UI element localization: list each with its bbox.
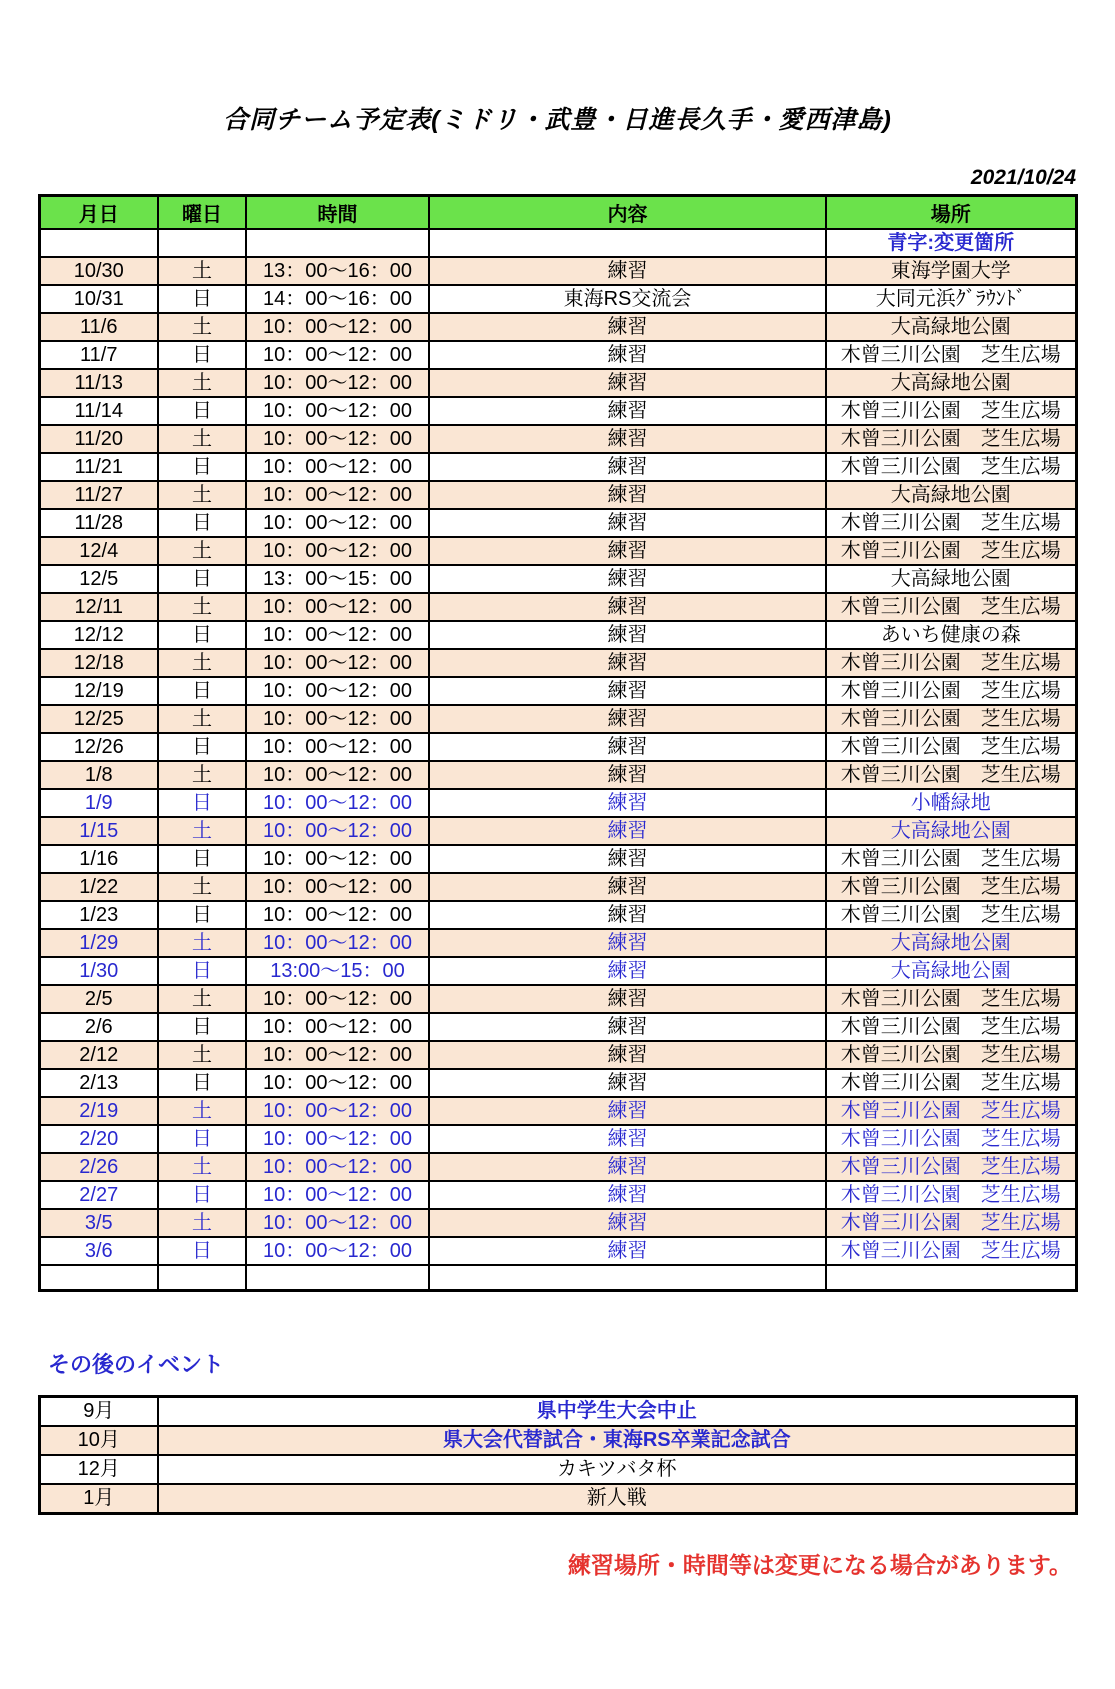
schedule-row	[39, 761, 1076, 789]
cell-place: 大高緑地公園	[826, 817, 1076, 845]
cell-place: 木曾三川公園 芝生広場	[826, 397, 1076, 425]
cell-date: 11/20	[39, 425, 158, 453]
cell-content: 練習	[429, 1209, 826, 1237]
schedule-row	[39, 341, 1076, 369]
cell-date: 10/31	[39, 285, 158, 313]
cell-day: 日	[158, 1069, 246, 1097]
cell-place: 大高緑地公園	[826, 369, 1076, 397]
cell-time: 10：00～12：00	[246, 425, 429, 453]
cell-content: 練習	[429, 677, 826, 705]
cell-event: カキツバタ杯	[158, 1455, 1076, 1484]
schedule-row	[39, 845, 1076, 873]
cell-content: 練習	[429, 369, 826, 397]
cell-time: 10：00～12：00	[246, 705, 429, 733]
cell-time: 10：00～12：00	[246, 1209, 429, 1237]
cell-day: 土	[158, 817, 246, 845]
cell-day: 土	[158, 985, 246, 1013]
cell-day: 土	[158, 1153, 246, 1181]
cell-place: 木曾三川公園 芝生広場	[826, 509, 1076, 537]
empty-row	[39, 1265, 1076, 1291]
schedule-row	[39, 285, 1076, 313]
schedule-row	[39, 1209, 1076, 1237]
schedule-row	[39, 817, 1076, 845]
event-row	[39, 1426, 1076, 1455]
cell-time: 13:00～15：00	[246, 957, 429, 985]
col-header-time: 時間	[246, 196, 429, 229]
cell-content: 練習	[429, 257, 826, 285]
schedule-row	[39, 649, 1076, 677]
cell-month: 10月	[39, 1426, 158, 1455]
schedule-row	[39, 985, 1076, 1013]
cell-content: 練習	[429, 761, 826, 789]
cell-day: 土	[158, 1209, 246, 1237]
cell-time: 10：00～12：00	[246, 313, 429, 341]
cell-day: 土	[158, 593, 246, 621]
cell-day: 日	[158, 621, 246, 649]
cell-time: 10：00～12：00	[246, 985, 429, 1013]
cell-day: 土	[158, 369, 246, 397]
cell-date: 2/27	[39, 1181, 158, 1209]
cell-content: 練習	[429, 649, 826, 677]
schedule-row	[39, 789, 1076, 817]
cell-day: 土	[158, 537, 246, 565]
schedule-row	[39, 509, 1076, 537]
cell-content: 練習	[429, 845, 826, 873]
cell-time: 10：00～12：00	[246, 593, 429, 621]
note-cell-legend: 青字:変更箇所	[826, 229, 1076, 257]
cell-place: 木曾三川公園 芝生広場	[826, 341, 1076, 369]
cell-day: 日	[158, 509, 246, 537]
cell-time: 10：00～12：00	[246, 369, 429, 397]
cell-day: 土	[158, 481, 246, 509]
schedule-row	[39, 537, 1076, 565]
cell-time: 10：00～12：00	[246, 1237, 429, 1265]
cell-day: 日	[158, 845, 246, 873]
schedule-row	[39, 1125, 1076, 1153]
cell-time: 10：00～12：00	[246, 929, 429, 957]
cell-content: 練習	[429, 1041, 826, 1069]
cell-date: 2/19	[39, 1097, 158, 1125]
cell-date: 1/15	[39, 817, 158, 845]
cell-time: 10：00～12：00	[246, 621, 429, 649]
cell-day: 日	[158, 285, 246, 313]
cell-day: 日	[158, 957, 246, 985]
cell-date: 11/7	[39, 341, 158, 369]
cell-day: 土	[158, 1041, 246, 1069]
cell-place: 木曾三川公園 芝生広場	[826, 1125, 1076, 1153]
cell-place: 木曾三川公園 芝生広場	[826, 873, 1076, 901]
cell-day: 土	[158, 705, 246, 733]
cell-date: 12/26	[39, 733, 158, 761]
schedule-row	[39, 929, 1076, 957]
cell-month: 9月	[39, 1397, 158, 1427]
cell-day: 土	[158, 929, 246, 957]
cell-date: 11/28	[39, 509, 158, 537]
cell-day: 土	[158, 257, 246, 285]
cell-date: 1/16	[39, 845, 158, 873]
cell-time: 10：00～12：00	[246, 789, 429, 817]
cell-time: 10：00～12：00	[246, 817, 429, 845]
schedule-row	[39, 257, 1076, 285]
note-row	[39, 229, 1076, 257]
schedule-row	[39, 1181, 1076, 1209]
cell-date: 1/30	[39, 957, 158, 985]
schedule-row	[39, 453, 1076, 481]
cell-content: 東海RS交流会	[429, 285, 826, 313]
cell-date: 3/6	[39, 1237, 158, 1265]
cell-date: 1/29	[39, 929, 158, 957]
cell-time: 10：00～12：00	[246, 901, 429, 929]
cell-content: 練習	[429, 957, 826, 985]
cell-place: 木曾三川公園 芝生広場	[826, 705, 1076, 733]
cell-date: 12/19	[39, 677, 158, 705]
cell-date: 11/14	[39, 397, 158, 425]
cell-date: 12/11	[39, 593, 158, 621]
schedule-row	[39, 1237, 1076, 1265]
cell-content: 練習	[429, 313, 826, 341]
empty-cell-day	[158, 229, 246, 257]
cell-time: 10：00～12：00	[246, 1013, 429, 1041]
col-header-day: 曜日	[158, 196, 246, 229]
cell-content: 練習	[429, 1153, 826, 1181]
cell-date	[39, 1265, 158, 1291]
schedule-row	[39, 957, 1076, 985]
cell-time: 10：00～12：00	[246, 733, 429, 761]
cell-time: 10：00～12：00	[246, 509, 429, 537]
cell-time: 10：00～12：00	[246, 873, 429, 901]
cell-time: 10：00～12：00	[246, 481, 429, 509]
cell-date: 2/13	[39, 1069, 158, 1097]
cell-content: 練習	[429, 985, 826, 1013]
schedule-row	[39, 1097, 1076, 1125]
cell-date: 12/25	[39, 705, 158, 733]
cell-time: 10：00～12：00	[246, 1125, 429, 1153]
cell-time: 10：00～12：00	[246, 341, 429, 369]
cell-day: 日	[158, 565, 246, 593]
cell-content: 練習	[429, 453, 826, 481]
cell-time: 10：00～12：00	[246, 649, 429, 677]
cell-event: 県中学生大会中止	[158, 1397, 1076, 1427]
cell-place: 大高緑地公園	[826, 565, 1076, 593]
schedule-row	[39, 481, 1076, 509]
schedule-row	[39, 901, 1076, 929]
cell-content: 練習	[429, 1181, 826, 1209]
schedule-row	[39, 705, 1076, 733]
cell-day: 日	[158, 1237, 246, 1265]
cell-place: 木曾三川公園 芝生広場	[826, 845, 1076, 873]
col-header-place: 場所	[826, 196, 1076, 229]
cell-month: 12月	[39, 1455, 158, 1484]
cell-content: 練習	[429, 509, 826, 537]
cell-place: 木曾三川公園 芝生広場	[826, 761, 1076, 789]
cell-time: 10：00～12：00	[246, 453, 429, 481]
cell-content: 練習	[429, 873, 826, 901]
cell-place: 木曾三川公園 芝生広場	[826, 1209, 1076, 1237]
cell-date: 2/12	[39, 1041, 158, 1069]
cell-time: 10：00～12：00	[246, 1069, 429, 1097]
cell-date: 1/23	[39, 901, 158, 929]
cell-date: 2/5	[39, 985, 158, 1013]
cell-time: 10：00～12：00	[246, 1041, 429, 1069]
cell-date: 3/5	[39, 1209, 158, 1237]
cell-content: 練習	[429, 1125, 826, 1153]
cell-date: 11/27	[39, 481, 158, 509]
empty-cell-time	[246, 229, 429, 257]
col-header-date: 月日	[39, 196, 158, 229]
cell-place: 木曾三川公園 芝生広場	[826, 733, 1076, 761]
cell-date: 12/5	[39, 565, 158, 593]
page-title: 合同チーム予定表(ミドリ・武豊・日進長久手・愛西津島)	[223, 106, 892, 134]
cell-event: 県大会代替試合・東海RS卒業記念試合	[158, 1426, 1076, 1455]
schedule-row	[39, 1069, 1076, 1097]
cell-content: 練習	[429, 397, 826, 425]
cell-date: 11/21	[39, 453, 158, 481]
cell-date: 12/4	[39, 537, 158, 565]
cell-time: 10：00～12：00	[246, 537, 429, 565]
cell-time: 10：00～12：00	[246, 1153, 429, 1181]
cell-content: 練習	[429, 817, 826, 845]
cell-time: 10：00～12：00	[246, 845, 429, 873]
cell-date: 10/30	[39, 257, 158, 285]
cell-content: 練習	[429, 593, 826, 621]
cell-place: 木曾三川公園 芝生広場	[826, 1181, 1076, 1209]
cell-date: 2/26	[39, 1153, 158, 1181]
schedule-row	[39, 425, 1076, 453]
cell-place: 木曾三川公園 芝生広場	[826, 1069, 1076, 1097]
cell-day: 土	[158, 873, 246, 901]
cell-day: 日	[158, 677, 246, 705]
cell-place: 木曾三川公園 芝生広場	[826, 453, 1076, 481]
schedule-row	[39, 733, 1076, 761]
cell-content: 練習	[429, 1097, 826, 1125]
schedule-table	[38, 194, 1078, 1292]
cell-time: 13：00～15：00	[246, 565, 429, 593]
cell-place: 木曾三川公園 芝生広場	[826, 901, 1076, 929]
schedule-header-row	[39, 196, 1076, 229]
events-heading: その後のイベント	[48, 1352, 225, 1377]
cell-day: 日	[158, 1013, 246, 1041]
cell-day: 土	[158, 649, 246, 677]
schedule-row	[39, 621, 1076, 649]
cell-place: 木曾三川公園 芝生広場	[826, 537, 1076, 565]
cell-time: 13：00～16：00	[246, 257, 429, 285]
cell-content: 練習	[429, 705, 826, 733]
cell-content: 練習	[429, 565, 826, 593]
cell-day	[158, 1265, 246, 1291]
cell-date: 11/13	[39, 369, 158, 397]
cell-place: 木曾三川公園 芝生広場	[826, 677, 1076, 705]
cell-date: 2/6	[39, 1013, 158, 1041]
cell-day: 日	[158, 733, 246, 761]
cell-date: 1/8	[39, 761, 158, 789]
cell-date: 1/22	[39, 873, 158, 901]
cell-day: 日	[158, 789, 246, 817]
cell-place: 木曾三川公園 芝生広場	[826, 425, 1076, 453]
cell-date: 1/9	[39, 789, 158, 817]
cell-day: 日	[158, 397, 246, 425]
cell-content: 練習	[429, 1069, 826, 1097]
cell-date: 2/20	[39, 1125, 158, 1153]
schedule-row	[39, 873, 1076, 901]
schedule-row	[39, 313, 1076, 341]
cell-content: 練習	[429, 341, 826, 369]
cell-content: 練習	[429, 537, 826, 565]
footer-note: 練習場所・時間等は変更になる場合があります。	[567, 1552, 1072, 1578]
cell-place: 木曾三川公園 芝生広場	[826, 1041, 1076, 1069]
cell-day: 日	[158, 341, 246, 369]
cell-time: 10：00～12：00	[246, 677, 429, 705]
cell-place: 木曾三川公園 芝生広場	[826, 1153, 1076, 1181]
events-table	[38, 1395, 1078, 1515]
event-row	[39, 1397, 1076, 1427]
schedule-row	[39, 1013, 1076, 1041]
cell-time	[246, 1265, 429, 1291]
cell-content: 練習	[429, 1237, 826, 1265]
empty-cell-date	[39, 229, 158, 257]
cell-place: 木曾三川公園 芝生広場	[826, 593, 1076, 621]
cell-month: 1月	[39, 1484, 158, 1514]
cell-time: 10：00～12：00	[246, 761, 429, 789]
cell-event: 新人戦	[158, 1484, 1076, 1514]
cell-content: 練習	[429, 425, 826, 453]
schedule-row	[39, 1153, 1076, 1181]
cell-content: 練習	[429, 901, 826, 929]
schedule-row	[39, 677, 1076, 705]
cell-time: 10：00～12：00	[246, 1097, 429, 1125]
cell-date: 11/6	[39, 313, 158, 341]
cell-time: 10：00～12：00	[246, 1181, 429, 1209]
cell-day: 土	[158, 761, 246, 789]
cell-time: 14：00～16：00	[246, 285, 429, 313]
schedule-row	[39, 369, 1076, 397]
cell-content: 練習	[429, 481, 826, 509]
cell-date: 12/18	[39, 649, 158, 677]
cell-day: 土	[158, 313, 246, 341]
cell-place: 木曾三川公園 芝生広場	[826, 985, 1076, 1013]
cell-date: 12/12	[39, 621, 158, 649]
cell-place: 大高緑地公園	[826, 481, 1076, 509]
cell-content: 練習	[429, 1013, 826, 1041]
cell-content: 練習	[429, 733, 826, 761]
cell-content: 練習	[429, 621, 826, 649]
cell-day: 土	[158, 1097, 246, 1125]
cell-day: 日	[158, 1181, 246, 1209]
cell-place: 木曾三川公園 芝生広場	[826, 1097, 1076, 1125]
cell-place: 木曾三川公園 芝生広場	[826, 1013, 1076, 1041]
revision-date: 2021/10/24	[970, 166, 1076, 189]
schedule-row	[39, 565, 1076, 593]
cell-place	[826, 1265, 1076, 1291]
cell-content	[429, 1265, 826, 1291]
cell-place: 小幡緑地	[826, 789, 1076, 817]
cell-day: 日	[158, 453, 246, 481]
cell-place: 木曾三川公園 芝生広場	[826, 649, 1076, 677]
cell-day: 日	[158, 1125, 246, 1153]
cell-content: 練習	[429, 789, 826, 817]
cell-place: 木曾三川公園 芝生広場	[826, 1237, 1076, 1265]
cell-place: 大高緑地公園	[826, 929, 1076, 957]
schedule-row	[39, 1041, 1076, 1069]
col-header-content: 内容	[429, 196, 826, 229]
event-row	[39, 1484, 1076, 1514]
cell-day: 日	[158, 901, 246, 929]
schedule-row	[39, 397, 1076, 425]
cell-day: 土	[158, 425, 246, 453]
cell-place: 東海学園大学	[826, 257, 1076, 285]
cell-place: 大同元浜ｸﾞﾗｳﾝﾄﾞ	[826, 285, 1076, 313]
event-row	[39, 1455, 1076, 1484]
cell-place: あいち健康の森	[826, 621, 1076, 649]
cell-place: 大高緑地公園	[826, 957, 1076, 985]
cell-place: 大高緑地公園	[826, 313, 1076, 341]
cell-content: 練習	[429, 929, 826, 957]
schedule-row	[39, 593, 1076, 621]
cell-time: 10：00～12：00	[246, 397, 429, 425]
empty-cell-content	[429, 229, 826, 257]
